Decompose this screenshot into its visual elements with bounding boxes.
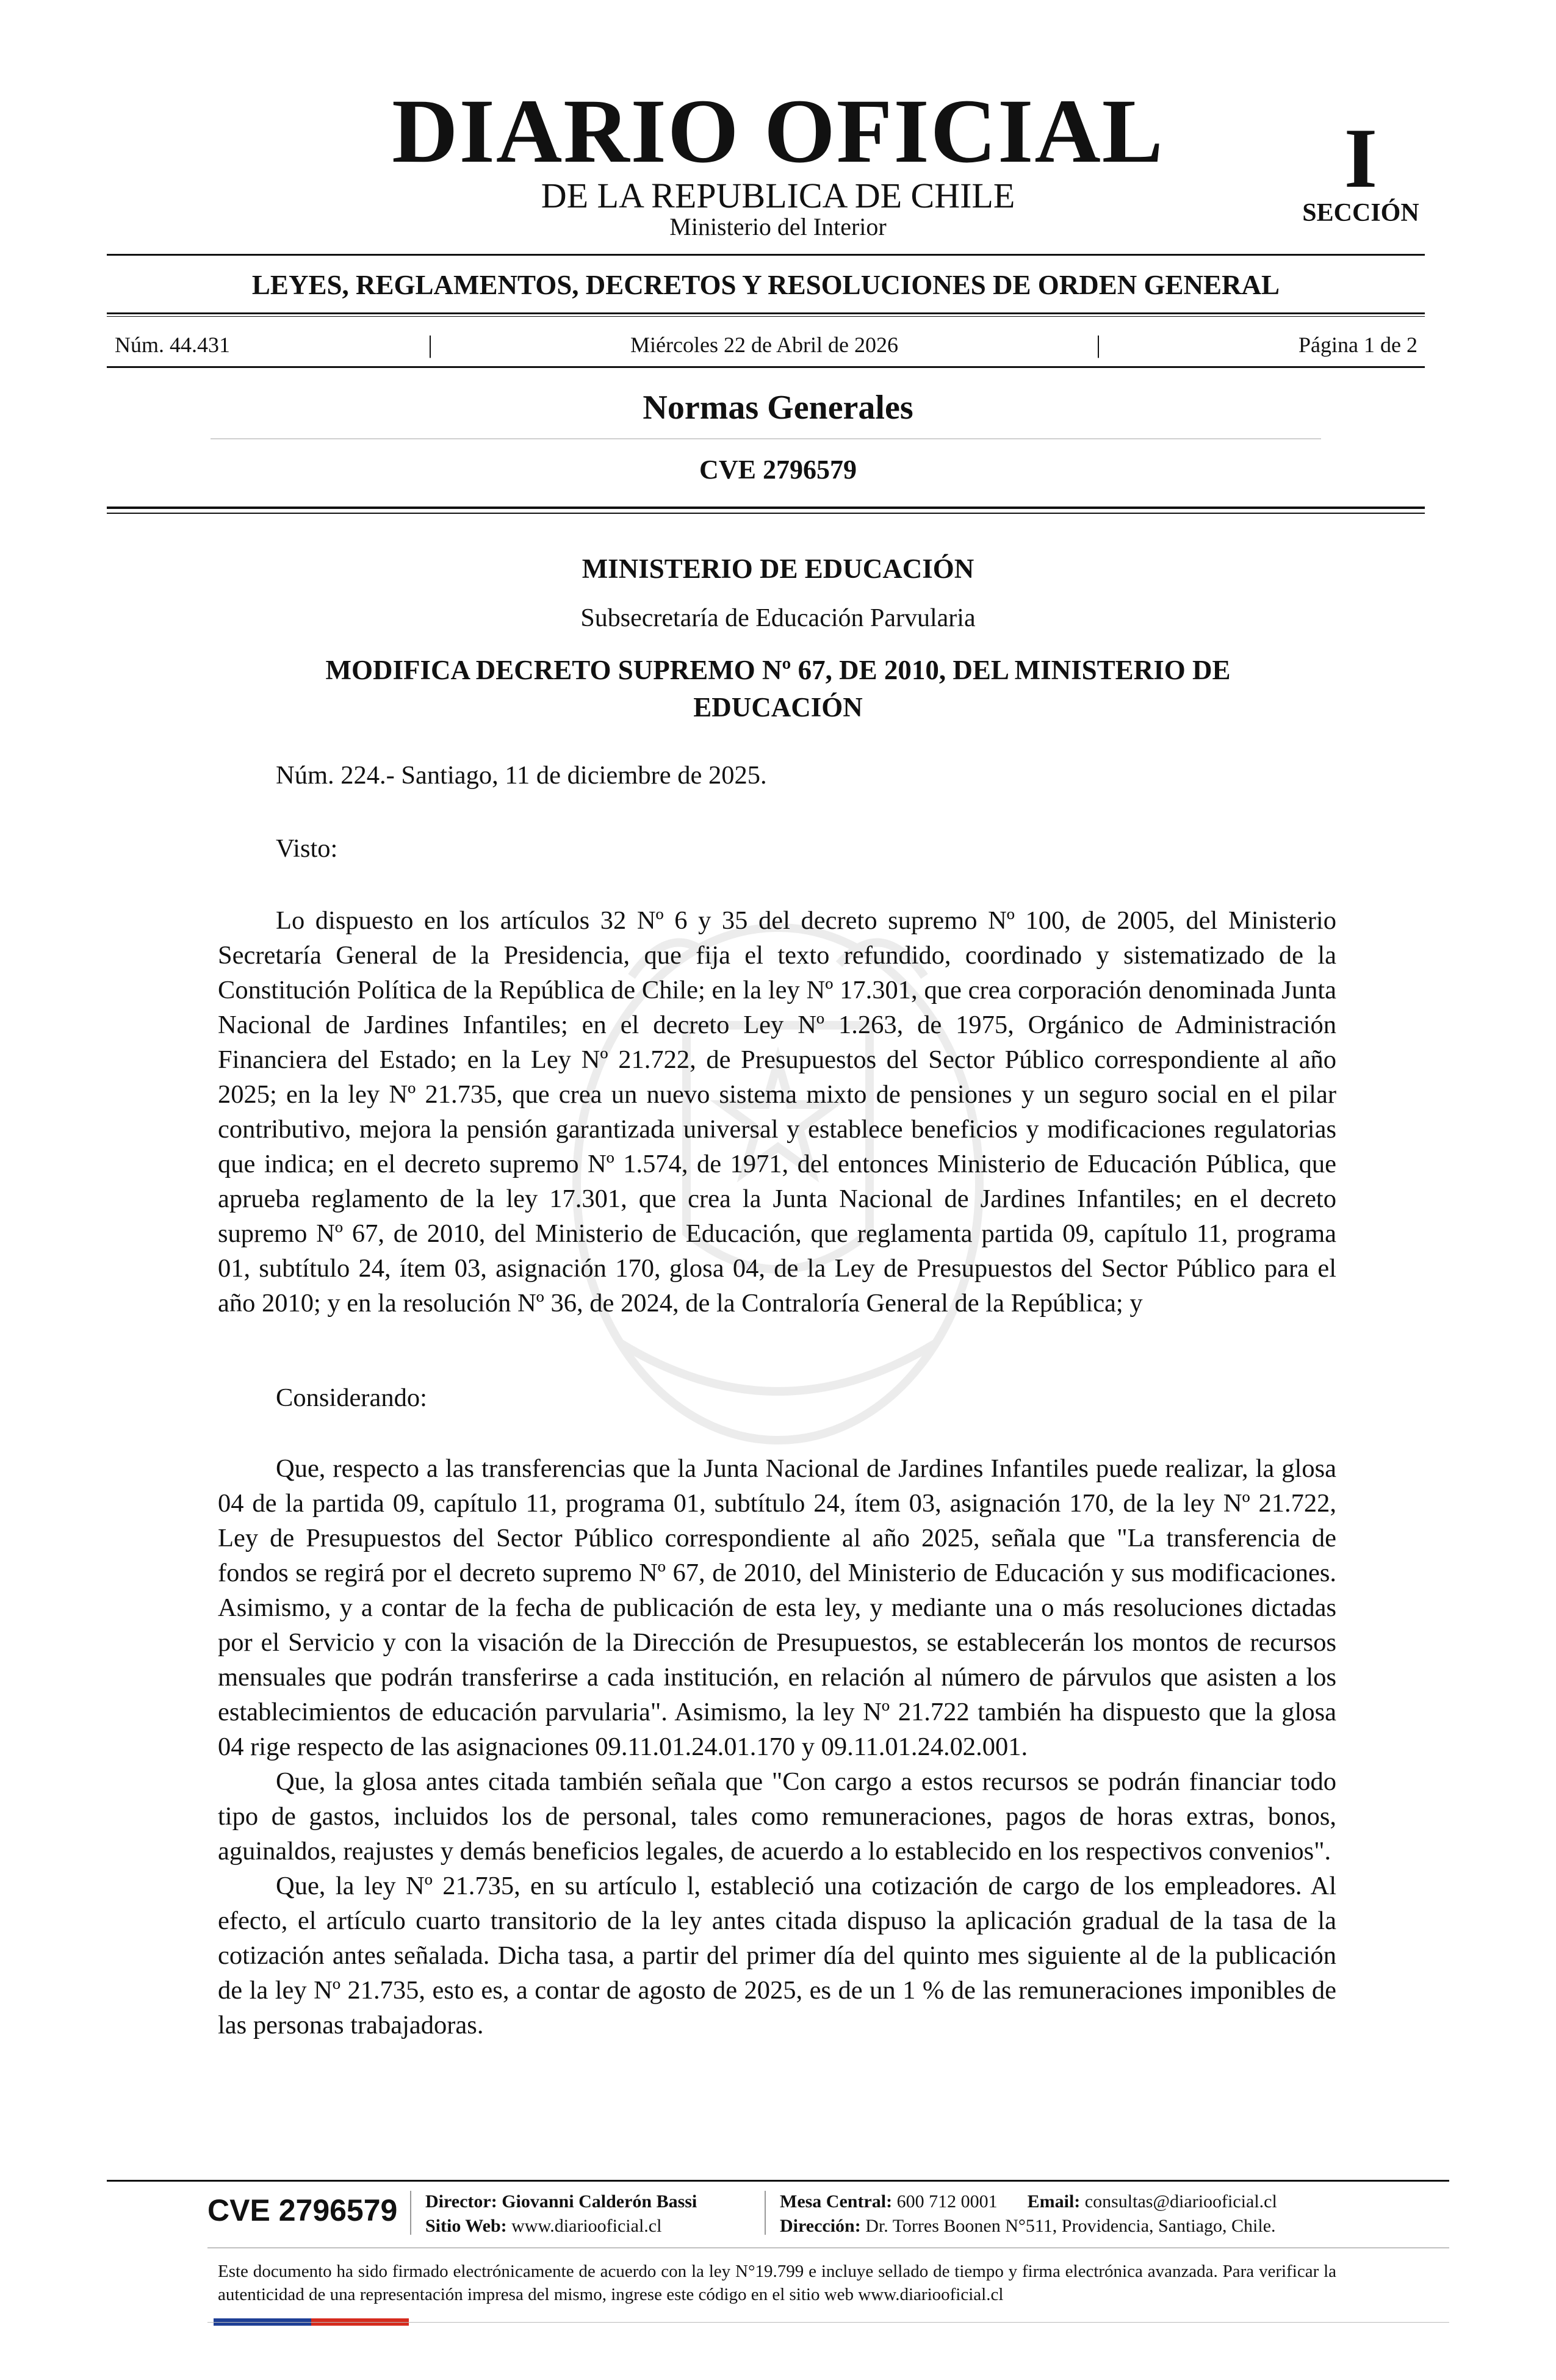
ministry-heading: MINISTERIO DE EDUCACIÓN xyxy=(582,554,974,584)
page-indicator: Página 1 de 2 xyxy=(1298,333,1417,357)
issue-info-row xyxy=(115,333,1417,357)
visto-section xyxy=(218,903,1336,1321)
decree-title: MODIFICA DECRETO SUPREMO Nº 67, DE 2010, DEL MINISTERIO DE EDUCACIÓN xyxy=(325,655,1231,723)
footer-separator xyxy=(410,2191,411,2235)
masthead-subtitle: DE LA REPUBLICA DE CHILE xyxy=(541,176,1015,215)
cve-divider-thick xyxy=(107,507,1425,509)
footer-contact-block xyxy=(780,2190,1277,2238)
visto-paragraph: Lo dispuesto en los artículos 32 Nº 6 y 35 del decreto supremo Nº 100, de 2005, del Ministerio Secretaría General de la Presidencia, que fija el texto refundido, coordinado y sistematizado de la Constitución Política de la República de Chile; en la ley Nº 17.301, que crea corporación denominada Junta Nacional de Jardines Infantiles; en el decreto Ley Nº 1.263, de 1975, Orgánico de Administración Financiera del Estado; en la Ley Nº 21.722, de Presupuestos del Sector Público correspondiente al año 2025; en la ley Nº 21.735, que crea un nuevo sistema mixto de pensiones y un seguro social en el pilar contributivo, mejora la pensión garantizada universal y establece beneficios y modificaciones regulatorias que indica; en el decreto supremo Nº 1.574, de 1971, del entonces Ministerio de Educación Pública, que aprueba reglamento de la ley 17.301, que crea la Junta Nacional de Jardines Infantiles; en el decreto supremo Nº 67, de 2010, del Ministerio de Educación, que reglamenta partida 09, capítulo 11, programa 01, subtítulo 24, ítem 03, asignación 170, glosa 04, de la Ley de Presupuestos del Sector Público para el año 2010; y en la resolución Nº 36, de 2024, de la Contraloría General de la República; y xyxy=(218,906,1336,1318)
mesa-label: Mesa Central: xyxy=(780,2191,893,2212)
info-divider xyxy=(107,366,1425,368)
email-label: Email: xyxy=(1027,2191,1081,2212)
footer-contact-line xyxy=(780,2190,1277,2214)
header-divider xyxy=(107,254,1425,256)
address-text: Dr. Torres Boonen N°511, Providencia, Santiago, Chile. xyxy=(865,2216,1276,2236)
masthead-ministry: Ministerio del Interior xyxy=(669,213,887,240)
category-rule xyxy=(211,438,1321,439)
director-label: Director: xyxy=(425,2191,497,2212)
email-link[interactable]: consultas@diariooficial.cl xyxy=(1084,2191,1277,2212)
mesa-phone: 600 712 0001 xyxy=(896,2191,998,2212)
section-number: I xyxy=(1344,111,1378,206)
footer-director-line xyxy=(425,2190,697,2214)
web-link[interactable]: www.diariooficial.cl xyxy=(511,2216,662,2236)
footer-signature-note: Este documento ha sido firmado electrónicamente de acuerdo con la ley N°19.799 e incluye sellado de tiempo y firma electrónica avanzada. Para verificar la autenticidad de una representación impresa del mismo, ingrese este código en el sitio web www.diariooficial.cl xyxy=(218,2262,1336,2304)
footer-divider xyxy=(107,2180,1449,2182)
issue-number: Núm. 44.431 xyxy=(115,333,230,357)
considerando-section xyxy=(218,1451,1336,2043)
section-label: SECCIÓN xyxy=(1302,199,1419,227)
footer-cve-code: CVE 2796579 xyxy=(207,2193,398,2227)
decree-number-line: Núm. 224.- Santiago, 11 de diciembre de 2025. xyxy=(276,761,767,790)
address-label: Dirección: xyxy=(780,2216,861,2236)
masthead-title: DIARIO OFICIAL xyxy=(392,81,1164,182)
considerando-paragraph: Que, respecto a las transferencias que la Junta Nacional de Jardines Infantiles puede realizar, la glosa 04 de la partida 09, capítulo 11, programa 01, subtítulo 24, ítem 03, asignación 170, de la ley Nº 21.722, Ley de Presupuestos del Sector Público correspondiente al año 2025, señala que "La transferencia de fondos se regirá por el decreto supremo Nº 67, de 2010, del Ministerio de Educación y sus modificaciones. Asimismo, y a contar de la fecha de publicación de esta ley, y mediante una o más resoluciones dictadas por el Servicio y con la visación de la Dirección de Presupuestos, se establecerán los montos de recursos mensuales que podrán transferirse a cada institución, en relación al número de párvulos que asisten a los establecimientos de educación parvularia". Asimismo, la ley Nº 21.722 también ha dispuesto que la glosa 04 rige respecto de las asignaciones 09.11.01.24.01.170 y 09.11.01.24.02.001. xyxy=(218,1454,1336,1761)
banner-divider-top xyxy=(107,312,1425,314)
visto-label: Visto: xyxy=(276,834,338,863)
considerando-paragraph: Que, la ley Nº 21.735, en su artículo l, estableció una cotización de cargo de los empleadores. Al efecto, el artículo cuarto transitorio de la ley antes citada dispuso la aplicación gradual de la tasa de la cotización antes señalada. Dicha tasa, a partir del primer día del quinto mes siguiente al de la publicación de la ley Nº 21.735, esto es, a contar de agosto de 2025, es de un 1 % de las remuneraciones imponibles de las personas trabajadoras. xyxy=(218,1872,1336,2039)
web-label: Sitio Web: xyxy=(425,2216,507,2236)
footer-address-line xyxy=(780,2214,1277,2238)
director-name: Giovanni Calderón Bassi xyxy=(502,2191,697,2212)
category-heading: Normas Generales xyxy=(643,389,913,427)
banner-heading: LEYES, REGLAMENTOS, DECRETOS Y RESOLUCIONES DE ORDEN GENERAL xyxy=(251,270,1280,300)
banner-divider-top-thin xyxy=(107,316,1425,317)
issue-date: Miércoles 22 de Abril de 2026 xyxy=(630,333,898,357)
subsecretary-heading: Subsecretaría de Educación Parvularia xyxy=(580,604,976,632)
considerando-paragraph: Que, la glosa antes citada también señala que "Con cargo a estos recursos se podrán financiar todo tipo de gastos, incluidos los de personal, tales como remuneraciones, pagos de horas extras, bonos, aguinaldos, reajustes y demás beneficios legales, de acuerdo a lo establecido en los respectivos convenios". xyxy=(218,1767,1336,1866)
cve-code-header: CVE 2796579 xyxy=(699,455,857,485)
cve-divider-thin xyxy=(107,513,1425,514)
info-separator: | xyxy=(1095,331,1101,358)
footer-web-line xyxy=(425,2214,697,2238)
footer-separator xyxy=(765,2191,766,2235)
footer-director-block xyxy=(425,2190,697,2238)
considerando-label: Considerando: xyxy=(276,1383,427,1412)
info-separator: | xyxy=(428,331,433,358)
footer-bottom-rule xyxy=(207,2322,1449,2323)
